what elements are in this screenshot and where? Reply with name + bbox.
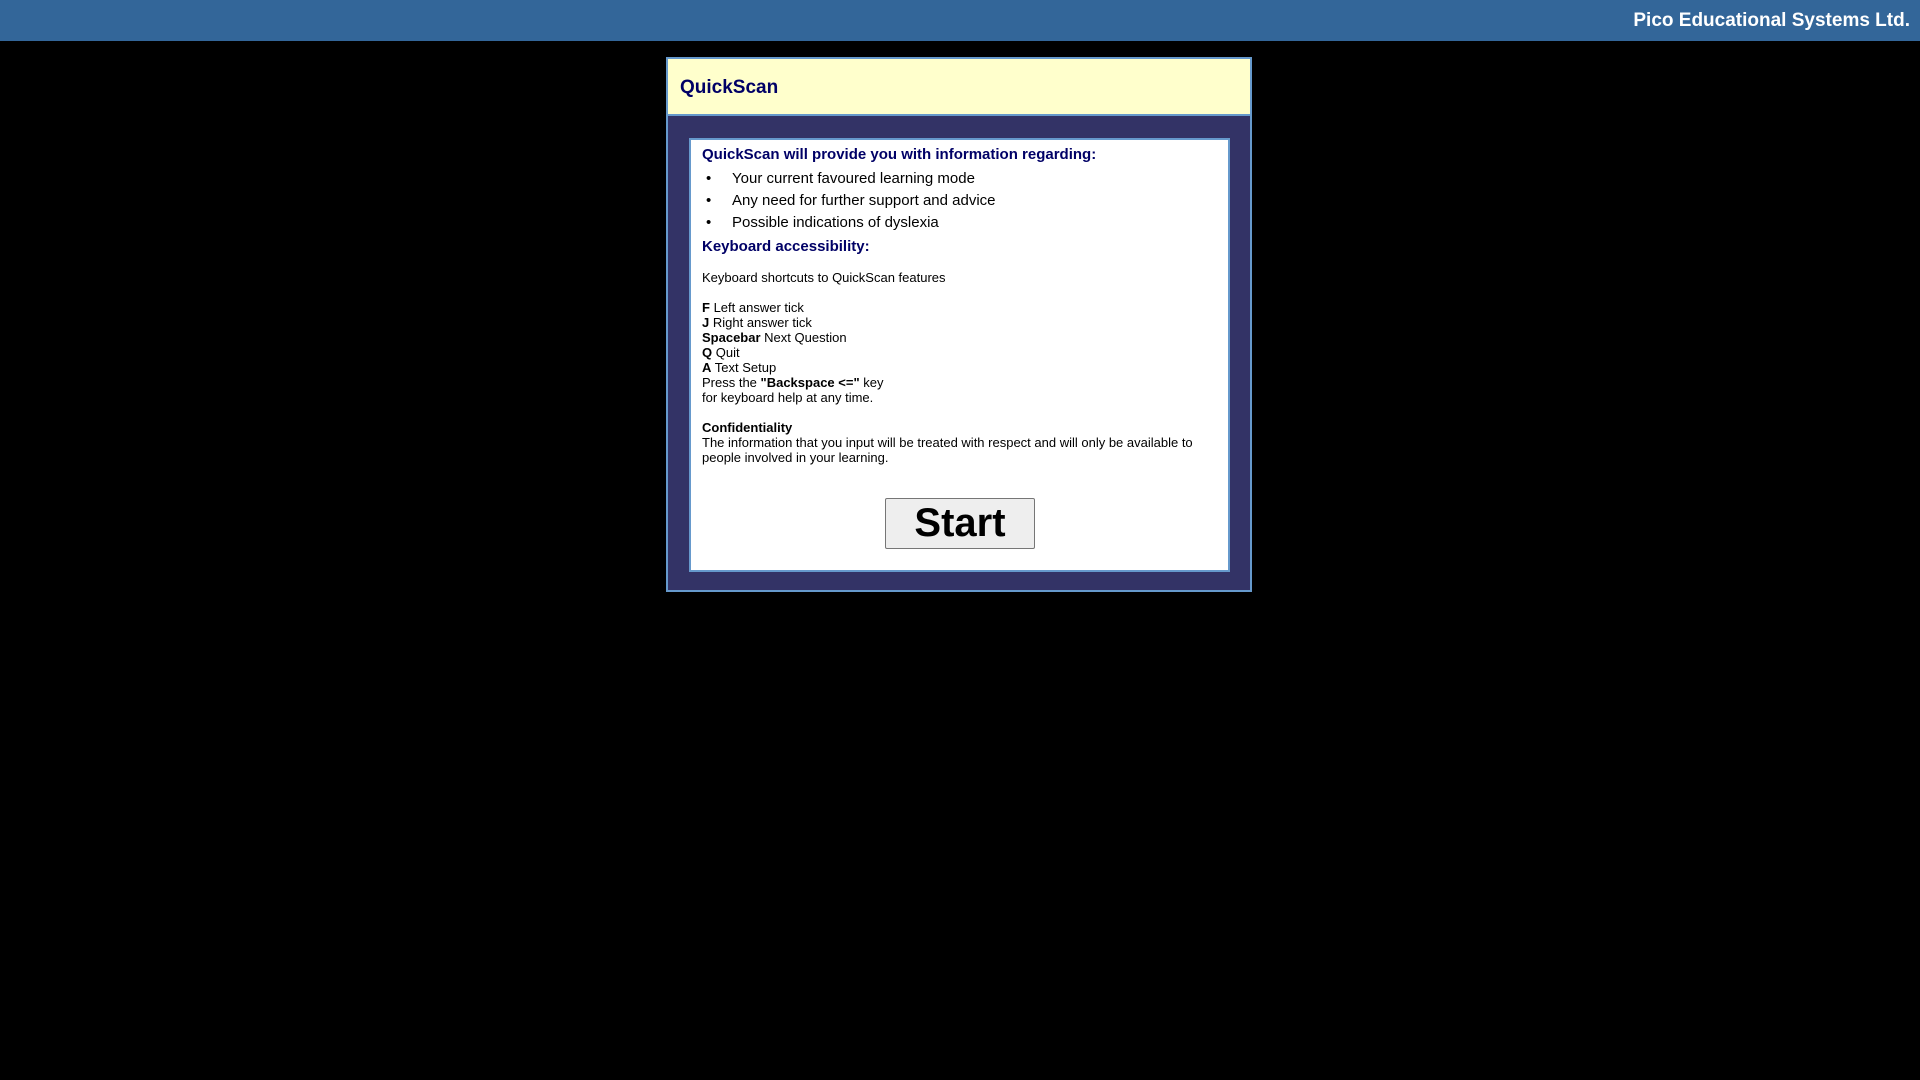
bullet-icon: • <box>706 214 712 231</box>
list-item <box>702 212 996 234</box>
help-line-2: for keyboard help at any time. <box>702 390 874 405</box>
info-panel <box>689 138 1230 572</box>
list-item-text: Any need for further support and advice <box>732 192 996 209</box>
list-item <box>702 190 996 212</box>
shortcut-key: A <box>702 360 712 375</box>
shortcut-key: F <box>702 300 710 315</box>
feature-list <box>702 168 996 234</box>
confidentiality-heading: Confidentiality <box>702 420 793 435</box>
shortcut-action: Quit <box>715 345 740 360</box>
quickscan-dialog <box>666 57 1252 592</box>
shortcut-list <box>702 300 883 405</box>
start-button[interactable]: Start <box>885 498 1035 549</box>
confidentiality-section <box>702 420 1222 465</box>
help-key: "Backspace <=" <box>760 375 860 390</box>
shortcut-action: Left answer tick <box>713 300 804 315</box>
shortcut-key: Spacebar <box>702 330 761 345</box>
shortcut-row <box>702 330 883 345</box>
confidentiality-text: The information that you input will be treated with respect and will only be available to people involved in your learning. <box>702 435 1193 465</box>
dialog-header <box>668 59 1250 116</box>
shortcut-row <box>702 315 883 330</box>
shortcut-key: Q <box>702 345 713 360</box>
shortcut-action: Right answer tick <box>712 315 812 330</box>
shortcut-action: Text Setup <box>714 360 777 375</box>
keyboard-intro: Keyboard shortcuts to QuickScan features <box>702 270 946 285</box>
list-item <box>702 168 996 190</box>
brand-name: Pico Educational Systems Ltd. <box>1633 10 1910 31</box>
shortcut-row <box>702 300 883 315</box>
dialog-title: QuickScan <box>680 77 779 98</box>
list-item-text: Your current favoured learning mode <box>732 170 975 187</box>
shortcut-action: Next Question <box>764 330 847 345</box>
shortcut-key: J <box>702 315 710 330</box>
list-item-text: Possible indications of dyslexia <box>732 214 939 231</box>
keyboard-heading: Keyboard accessibility: <box>702 238 870 255</box>
shortcut-row <box>702 345 883 360</box>
help-suffix: key <box>863 375 884 390</box>
shortcut-row <box>702 360 883 375</box>
bullet-icon: • <box>706 192 712 209</box>
intro-heading: QuickScan will provide you with information regarding: <box>702 146 1097 163</box>
help-prefix: Press the <box>702 375 757 390</box>
help-line <box>702 375 883 390</box>
top-bar <box>0 0 1920 41</box>
bullet-icon: • <box>706 170 712 187</box>
